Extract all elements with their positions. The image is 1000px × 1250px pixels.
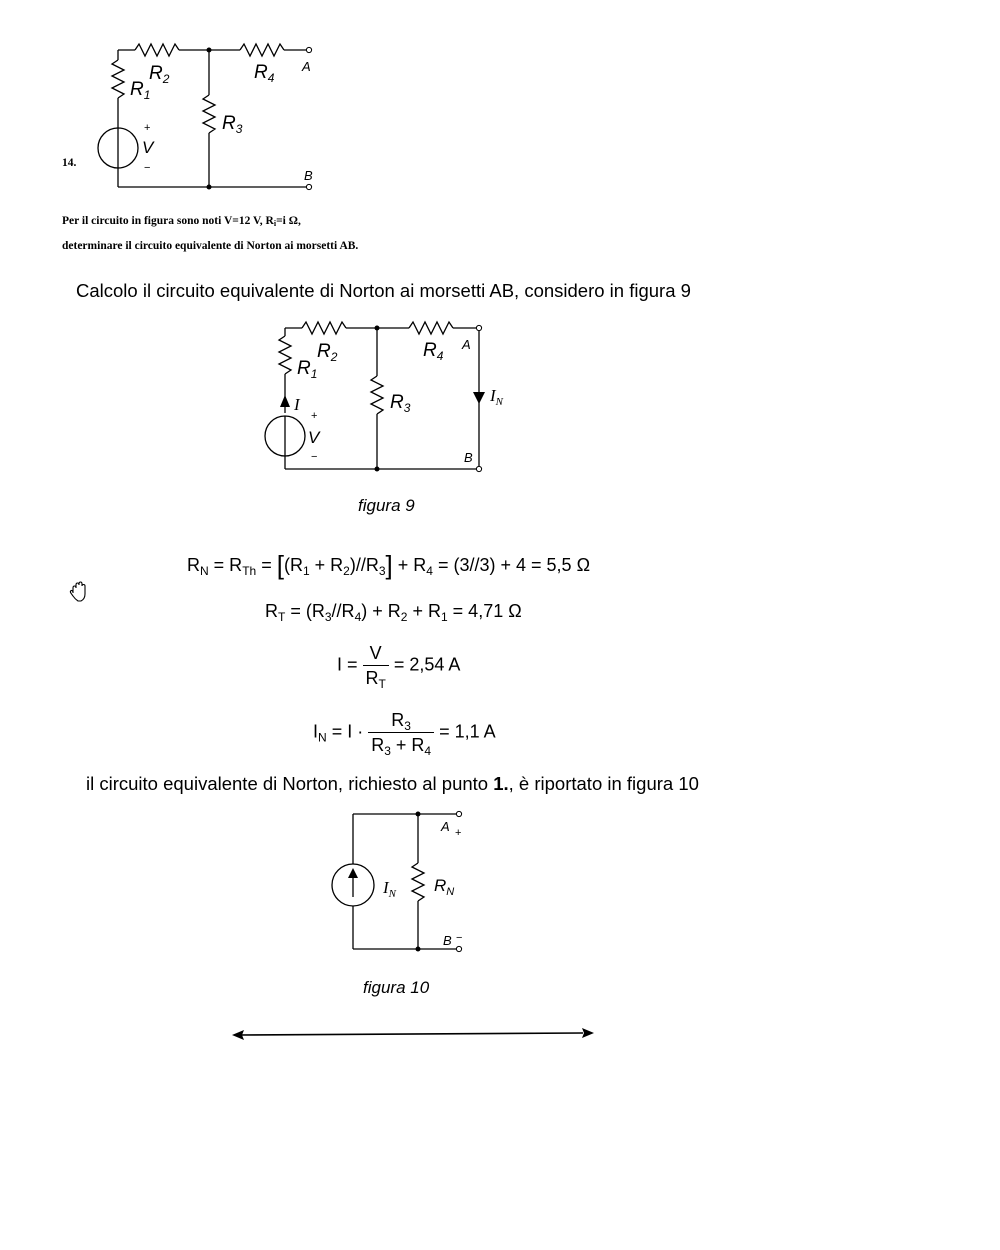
minus-sign: −: [144, 162, 151, 174]
rt-result: = 4,71 Ω: [452, 601, 522, 621]
label-r3: R: [222, 113, 236, 134]
label-r4: R: [254, 62, 268, 83]
fig10-plus: +: [455, 827, 462, 839]
fig9-label-i: I: [294, 395, 300, 414]
statement-tail: =i Ω,: [276, 215, 301, 227]
fig9-label-r2: R: [317, 341, 331, 362]
outro-post: , è riportato in figura 10: [508, 773, 699, 794]
problem-number: 14.: [62, 157, 77, 169]
statement-sub: i: [273, 219, 277, 228]
fig10-terminal-a: A: [441, 819, 450, 834]
fig10-label-rn-sub: N: [446, 886, 455, 898]
fig9-label-in-sub: N: [495, 396, 504, 408]
double-arrow-icon: [228, 1025, 608, 1045]
fig9-label-r3: R: [390, 392, 404, 413]
fig10-label-in-sub: N: [388, 888, 397, 900]
statement-text: Per il circuito in figura sono noti V=12 V, R: [62, 215, 274, 227]
fig9-label-in: I: [490, 386, 496, 405]
fig9-label-r3-sub: 3: [403, 401, 411, 415]
fig9-label-r4-sub: 4: [436, 349, 444, 363]
terminal-b: B: [304, 168, 313, 183]
figure-10-caption: figura 10: [363, 978, 430, 997]
solution-intro: Calcolo il circuito equivalente di Norton ai morsetti AB, considero in figura 9: [76, 280, 691, 301]
fig9-minus: −: [311, 451, 318, 463]
in-result: = 1,1 A: [439, 721, 496, 742]
fig9-label-r2-sub: 2: [330, 350, 338, 364]
equation-rt: $R_T = (R_3//R_4) + R_2 + R_1 = 4,71$ Ω: [265, 601, 522, 624]
label-r1: R: [130, 79, 144, 100]
fig10-minus: −: [456, 932, 463, 944]
fig10-terminal-b: B: [443, 933, 452, 948]
label-v: V: [142, 138, 154, 157]
label-r3-sub: 3: [235, 122, 243, 136]
label-r2-sub: 2: [162, 72, 170, 86]
i-result: = 2,54 A: [393, 654, 461, 675]
fig9-label-r1-sub: 1: [310, 367, 318, 381]
label-r4-sub: 4: [267, 71, 275, 85]
label-r1-sub: 1: [143, 88, 151, 102]
equation-i: I = $\frac{V}{R_T}$ = 2,54 A: [337, 643, 461, 691]
label-r2: R: [149, 63, 163, 84]
figure-9-caption: figura 9: [358, 496, 415, 515]
fig9-label-r1: R: [297, 358, 311, 379]
outro-pre: il circuito equivalente di Norton, richiesto al punto: [86, 773, 494, 794]
fig9-label-r4: R: [423, 340, 437, 361]
fig9-terminal-a: A: [462, 337, 471, 352]
terminal-a: A: [302, 59, 311, 74]
fig9-terminal-b: B: [464, 450, 473, 465]
plus-sign: +: [144, 122, 151, 134]
fig10-label-in: I: [383, 878, 389, 897]
equation-in: $I_N = I$ · $\frac{R_3}{R_3 + R_4}$ = 1,1 A: [313, 710, 496, 758]
fig9-label-v: V: [308, 428, 320, 447]
equation-rn: $R_N = R_{Th} = [(R_1 + R_2)//R_3] + R_4 = (3//3) + 4 = 5,5$ Ω: [187, 550, 591, 580]
fig10-label-rn: R: [434, 876, 447, 895]
svg-text:RN: [434, 876, 454, 898]
fig9-plus: +: [311, 410, 318, 422]
svg-text:IN: [382, 878, 397, 900]
outro-bold: 1.: [493, 773, 509, 794]
problem-statement-line2: determinare il circuito equivalente di Norton ai morsetti AB.: [62, 240, 359, 252]
rn-result: = 5,5 Ω: [531, 555, 591, 575]
